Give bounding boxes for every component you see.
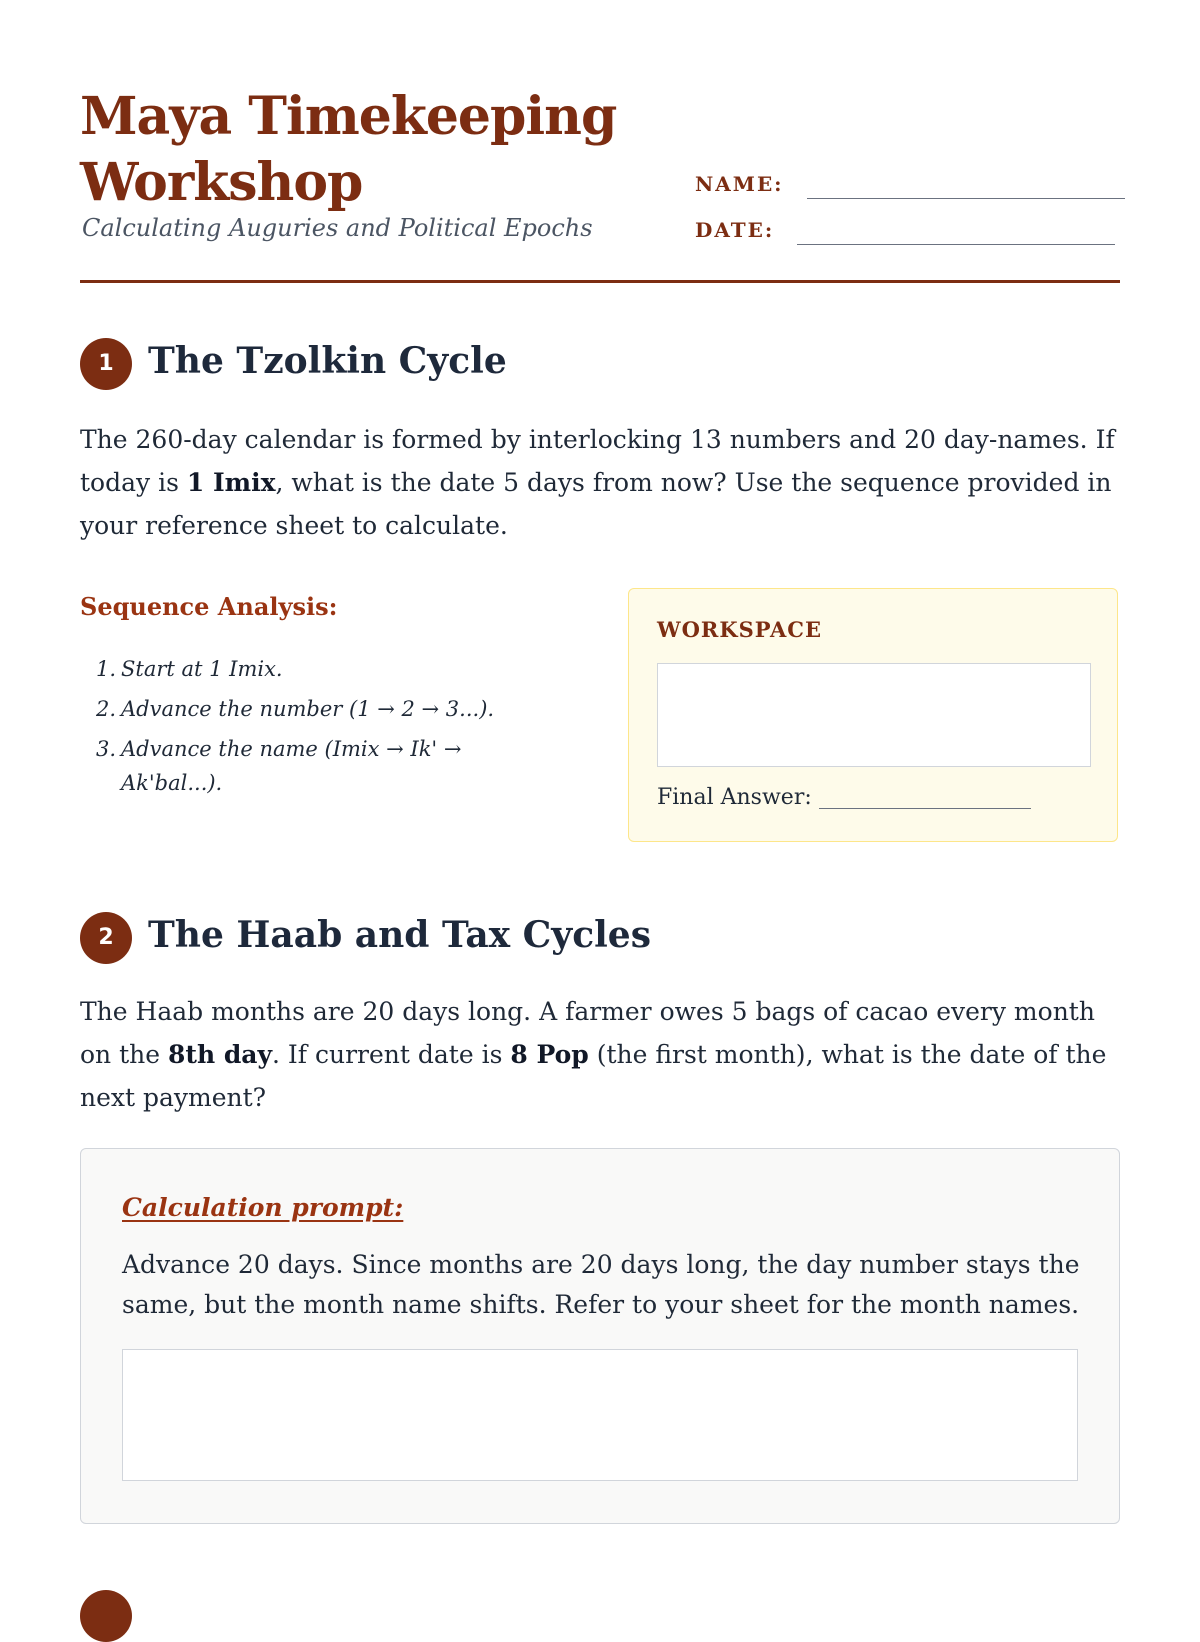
calculation-prompt-title: Calculation prompt: [122, 1193, 404, 1222]
title-line-1: Maya Timekeeping [80, 86, 617, 147]
section-2-paragraph [80, 990, 1120, 1119]
step-number: 2. [96, 697, 117, 721]
section-2-text-a: The Haab months are 20 days long. A farmer owes 5 bags of cacao every month on the [80, 997, 1095, 1069]
section-1-bold-date: 1 Imix [186, 468, 276, 497]
section-2-bold-day: 8th day [168, 1040, 273, 1069]
section-1-title: The Tzolkin Cycle [148, 340, 507, 382]
step-text: Advance the number (1 → 2 → 3...). [121, 697, 495, 721]
worksheet-page [80, 0, 1120, 1600]
section-1-paragraph [80, 418, 1120, 547]
section-2-text-c: (the first month), what is the date of the next payment? [80, 1040, 1107, 1112]
section-2-bold-date: 8 Pop [510, 1040, 589, 1069]
section-2-badge: 2 [80, 912, 132, 964]
date-write-line[interactable] [797, 244, 1115, 245]
workspace-input-box[interactable] [657, 663, 1091, 767]
workspace-label: WORKSPACE [657, 617, 823, 642]
calculation-prompt-text: Advance 20 days. Since months are 20 days long, the day number stays the same, but the month name shifts. Refer to your sheet for the month names. [122, 1250, 1080, 1319]
section-1-badge: 1 [80, 338, 132, 390]
section-1-text-a: The 260-day calendar is formed by interlocking 13 numbers and 20 day-names. If today is [80, 425, 1115, 497]
list-item [96, 732, 536, 800]
page-subtitle: Calculating Auguries and Political Epochs [82, 214, 593, 242]
final-answer-label: Final Answer: [657, 785, 812, 810]
step-text: Advance the name (Imix → Ik' → Ak'bal...). [121, 737, 462, 795]
section-3-badge [80, 1590, 132, 1642]
title-line-2: Workshop [80, 152, 363, 213]
sequence-analysis-title: Sequence Analysis: [80, 592, 338, 621]
final-answer-line[interactable] [819, 808, 1031, 809]
name-label: NAME: [695, 172, 784, 196]
header-divider [80, 280, 1120, 283]
section-2-text-b: . If current date is [272, 1040, 511, 1069]
step-text: Start at 1 Imix. [121, 657, 283, 681]
calculation-input-box[interactable] [122, 1349, 1078, 1481]
workspace-panel [628, 588, 1118, 842]
section-1-text-b: , what is the date 5 days from now? Use the sequence provided in your reference sheet to calculate. [80, 468, 1112, 540]
page-title [80, 84, 680, 216]
step-number: 3. [96, 737, 117, 761]
sequence-steps [96, 652, 536, 806]
step-number: 1. [96, 657, 117, 681]
list-item [96, 652, 536, 686]
list-item [96, 692, 536, 726]
date-label: DATE: [695, 218, 775, 242]
calculation-prompt-card [80, 1148, 1120, 1524]
name-write-line[interactable] [807, 198, 1125, 199]
worksheet-header [80, 80, 1120, 280]
section-2-title: The Haab and Tax Cycles [148, 914, 651, 956]
